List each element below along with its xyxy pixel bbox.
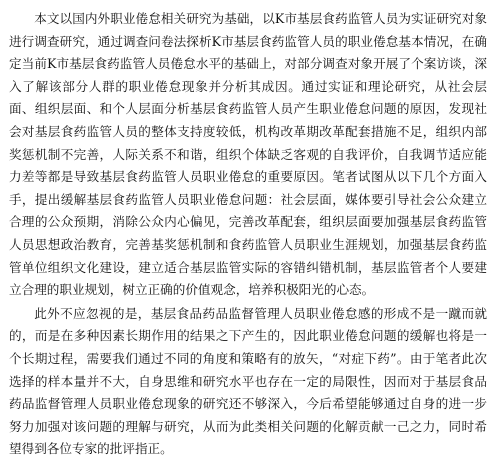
document-body: [9, 8, 487, 461]
paragraph-summary: 本文以国内外职业倦怠相关研究为基础，以K市基层食药监管人员为实证研究对象进行调查研究，通过调查问卷法探析K市基层食药监管人员的职业倦怠基本情况，在确定当前K市基层食药监管人员倦怠水平的基础上，对部分调查对象开展了个案访谈，深入了解该部分人群的职业倦怠现象并分析其成因。通过实证和理论研究，从社会层面、组织层面、和个人层面分析基层食药监管人员产生职业倦怠问题的原因，发现社会对基层食药监管人员的整体支持度较低，机构改革期改革配套措施不足，组织内部奖惩机制不完善，人际关系不和谐，组织个体缺乏客观的自我评价，自我调节适应能力差等都是导致基层食药监管人员职业倦怠的重要原因。笔者试图从以下几个方面入手，提出缓解基层食药监管人员职业倦怠问题：社会层面，媒体要引导社会公众建立合理的公众预期，消除公众内心偏见，完善改革配套，组织层面要加强基层食药监管人员思想政治教育，完善基奖惩机制和食药监管人员职业生涯规划，加强基层食药监管单位组织文化建设，建立适合基层监管实际的容错纠错机制，基层监管者个人要建立合理的职业规划，树立正确的价值观念，培养积极阳光的心态。: [9, 11, 487, 298]
paragraph-limitations: 此外不应忽视的是，基层食品药品监督管理人员职业倦怠感的形成不是一蹴而就的，而是在多种因素长期作用的结果之下产生的，因此职业倦怠问题的缓解也将是一个长期过程，需要我们通过不同的角度和策略有的放矢，“对症下药”。由于笔者此次选择的样本量并不大，自身思维和研究水平也存在一定的局限性，因而对于基层食品药品监督管理人员职业倦怠现象的研究还不够深入，今后希望能够通过自身的进一步努力加强对该问题的理解与研究，从而为此类相关问题的化解贡献一己之力，同时希望得到各位专家的批评指正。: [9, 305, 487, 457]
